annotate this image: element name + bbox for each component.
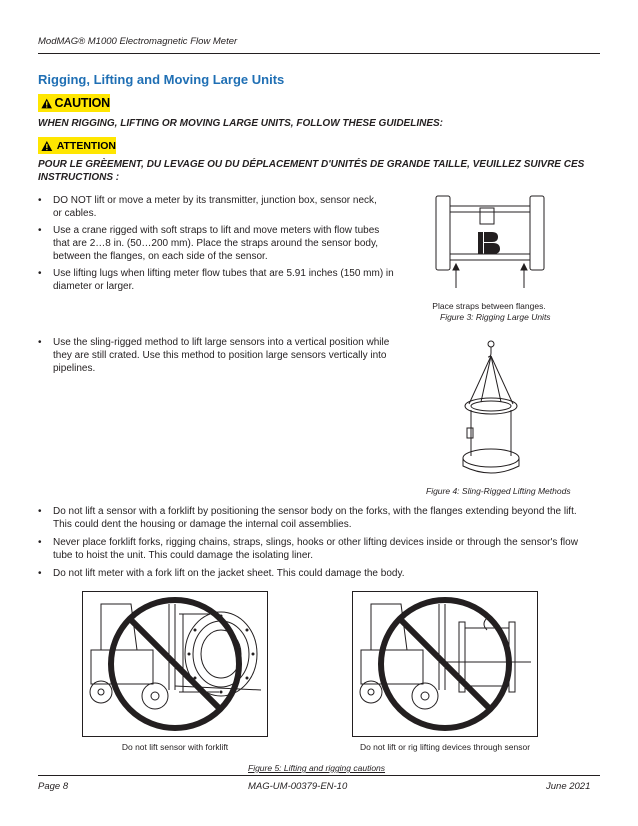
figure5-caption: Figure 5: Lifting and rigging cautions — [248, 763, 386, 773]
bullet-dot: • — [38, 337, 42, 348]
footer-date: June 2021 — [546, 781, 591, 792]
list-item: • Do not lift meter with a fork lift on the jacket sheet. This could damage the body. — [38, 568, 405, 579]
footer-doc-id: MAG-UM-00379-EN-10 — [248, 781, 348, 792]
bullet-dot: • — [38, 568, 42, 579]
figure5-right-label: Do not lift or rig lifting devices through sensor — [359, 742, 531, 752]
figure3-caption: Figure 3: Rigging Large Units — [440, 312, 551, 322]
list-item: • Use a crane rigged with soft straps to lift and move meters with flow tubes that are 2…8 in. (50…200 mm). Place the straps around the sensor body, between the flanges, on each side of the sensor. — [38, 225, 380, 262]
figure3-note: Place straps between flanges. — [432, 301, 546, 311]
footer-page-number: Page 8 — [38, 781, 69, 792]
list-item: • DO NOT lift or move a meter by its transmitter, junction box, sensor neck, or cables. — [38, 195, 377, 219]
header-rule — [38, 53, 600, 54]
list-item: • Use lifting lugs when lifting meter flow tubes that are 5.91 inches (150 mm) in diameter or larger. — [38, 268, 394, 292]
section-title: Rigging, Lifting and Moving Large Units — [38, 72, 285, 87]
forklift-sensor-illustration — [83, 592, 267, 736]
bullet-dot: • — [38, 268, 42, 279]
attention-badge — [38, 137, 116, 154]
list-item: • Never place forklift forks, rigging chains, straps, slings, hooks or other lifting devices inside or through the sensor's flow tube to hoist the unit. This could damage the isolating liner. — [38, 537, 578, 561]
bullet-dot: • — [38, 195, 42, 206]
bullet-dot: • — [38, 537, 42, 548]
rigging-panel — [352, 591, 538, 737]
list-item: • Use the sling-rigged method to lift large sensors into a vertical position while they are still crated. Use this method to position large sensors vertically into pipelines. — [38, 337, 390, 374]
caution-badge — [38, 94, 110, 112]
footer-rule — [38, 775, 600, 776]
rigging-large-units-figure — [432, 188, 548, 298]
attention-label: ATTENTION — [56, 139, 116, 152]
warning-triangle-icon — [41, 140, 53, 152]
bullet-dot: • — [38, 506, 42, 517]
figure5-left-label: Do not lift sensor with forklift — [121, 742, 229, 752]
forklift-panel — [82, 591, 268, 737]
caution-text: WHEN RIGGING, LIFTING OR MOVING LARGE UNITS, FOLLOW THESE GUIDELINES: — [38, 118, 443, 129]
rigging-through-sensor-illustration — [353, 592, 537, 736]
list-item: • Do not lift a sensor with a forklift by positioning the sensor body on the forks, with the flanges extending beyond the lift. This could dent the housing or damage the internal coil assemblies. — [38, 506, 577, 530]
sling-rigged-lifting-figure — [455, 336, 527, 482]
warning-triangle-icon — [41, 97, 52, 110]
attention-text-line2: INSTRUCTIONS : — [38, 172, 120, 183]
running-header: ModMAG® M1000 Electromagnetic Flow Meter — [38, 36, 238, 47]
caution-label: CAUTION — [54, 96, 110, 110]
figure4-caption: Figure 4: Sling-Rigged Lifting Methods — [426, 486, 571, 496]
attention-text-line1: POUR LE GRÈEMENT, DU LEVAGE OU DU DÉPLACEMENT D'UNITÉS DE GRANDE TAILLE, VEUILLEZ SUIVRE CES — [38, 159, 585, 170]
bullet-dot: • — [38, 225, 42, 236]
